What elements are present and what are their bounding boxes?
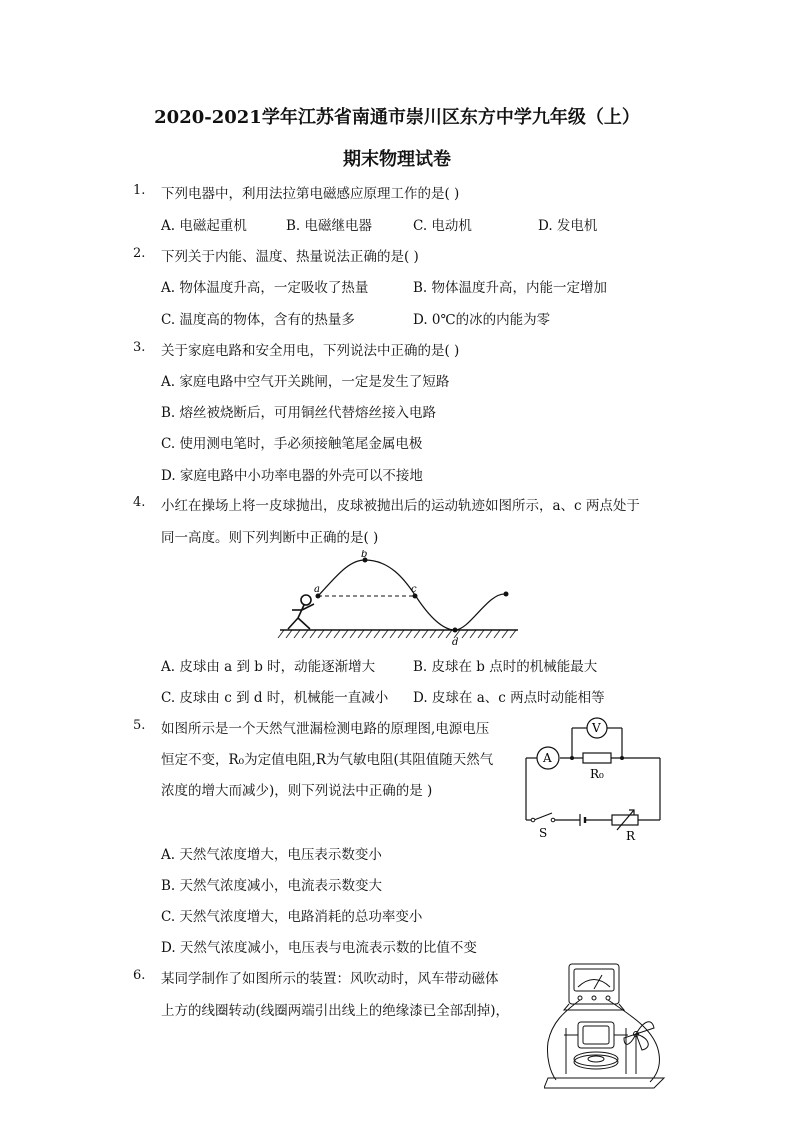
- option-c: C. 天然气浓度增大，电路消耗的总功率变小: [161, 909, 423, 925]
- option-d: D. 发电机: [538, 218, 598, 234]
- option-a: A. 皮球由 a 到 b 时，动能逐渐增大: [161, 659, 376, 675]
- option-b: B. 物体温度升高，内能一定增加: [413, 280, 608, 296]
- question-number: 1.: [133, 183, 146, 198]
- option-c: C. 电动机: [413, 218, 472, 234]
- point-b-label: b: [361, 550, 368, 560]
- windmill-generator-apparatus: [544, 962, 669, 1090]
- question-stem: 同一高度。则下列判断中正确的是( ): [161, 530, 379, 546]
- question-stem: 关于家庭电路和安全用电，下列说法中正确的是( ): [161, 343, 460, 359]
- point-c-label: c: [411, 584, 417, 595]
- switch-label: S: [539, 826, 548, 840]
- ammeter-label: A: [543, 751, 552, 765]
- option-b: B. 熔丝被烧断后，可用铜丝代替熔丝接入电路: [161, 405, 437, 421]
- question-stem: 恒定不变，R₀为定值电阻,R为气敏电阻(其阻值随天然气: [161, 752, 494, 768]
- gas-resistor-label: R: [626, 829, 636, 842]
- question-stem: 浓度的增大而减少)，则下列说法中正确的是 ): [161, 783, 433, 799]
- question-stem: 如图所示是一个天然气泄漏检测电路的原理图,电源电压: [161, 721, 490, 737]
- option-d: D. 天然气浓度减小，电压表与电流表示数的比值不变: [161, 940, 477, 956]
- question-number: 4.: [133, 495, 146, 510]
- point-d-label: d: [452, 637, 459, 648]
- ball-trajectory-figure: [270, 550, 530, 650]
- circuit-diagram: [520, 712, 670, 842]
- question-stem: 下列关于内能、温度、热量说法正确的是( ): [161, 249, 419, 265]
- option-b: B. 电磁继电器: [286, 218, 373, 234]
- question-number: 3.: [133, 340, 146, 355]
- exam-title: 2020-2021学年江苏省南通市崇川区东方中学九年级（上）: [154, 107, 640, 128]
- option-d: D. 家庭电路中小功率电器的外壳可以不接地: [161, 468, 423, 484]
- exam-subtitle: 期末物理试卷: [343, 149, 451, 170]
- option-c: C. 使用测电笔时，手必须接触笔尾金属电极: [161, 436, 423, 452]
- option-d: D. 0℃的冰的内能为零: [413, 312, 551, 328]
- question-stem: 上方的线圈转动(线圈两端引出线上的绝缘漆已全部刮掉)，: [161, 1003, 510, 1019]
- option-b: B. 皮球在 b 点时的机械能最大: [413, 659, 598, 675]
- option-c: C. 皮球由 c 到 d 时，机械能一直减小: [161, 690, 389, 706]
- option-a: A. 天然气浓度增大，电压表示数变小: [161, 847, 382, 863]
- question-stem: 下列电器中，利用法拉第电磁感应原理工作的是( ): [161, 186, 460, 202]
- option-a: A. 电磁起重机: [161, 218, 247, 234]
- option-b: B. 天然气浓度减小，电流表示数变大: [161, 878, 383, 894]
- question-stem: 某同学制作了如图所示的装置：风吹动时，风车带动磁体: [161, 971, 499, 987]
- r0-label: R₀: [590, 767, 604, 781]
- question-number: 2.: [133, 246, 146, 261]
- voltmeter-label: V: [592, 721, 601, 735]
- question-number: 6.: [133, 968, 146, 983]
- question-number: 5.: [133, 718, 146, 733]
- point-a-label: a: [314, 584, 320, 595]
- thrower-figure-icon: [288, 595, 314, 629]
- option-a: A. 物体温度升高，一定吸收了热量: [161, 280, 369, 296]
- option-a: A. 家庭电路中空气开关跳闸，一定是发生了短路: [161, 374, 450, 390]
- option-d: D. 皮球在 a、c 两点时动能相等: [413, 690, 605, 706]
- question-stem: 小红在操场上将一皮球抛出，皮球被抛出后的运动轨迹如图所示，a、c 两点处于: [161, 498, 640, 514]
- option-c: C. 温度高的物体，含有的热量多: [161, 312, 355, 328]
